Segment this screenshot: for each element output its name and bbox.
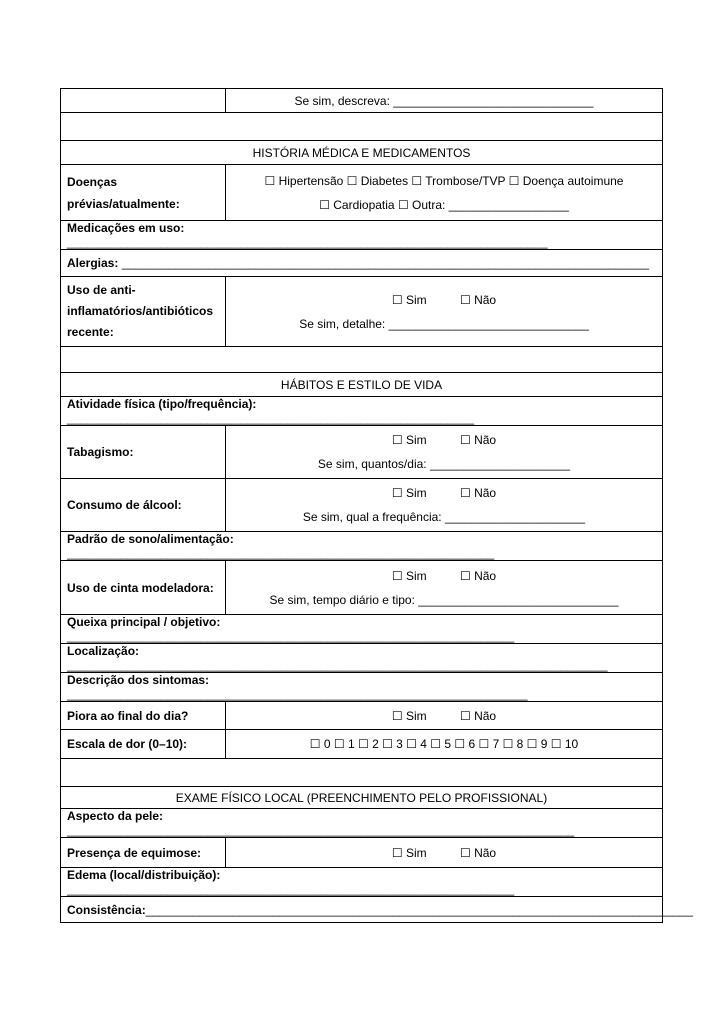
spacer-row — [61, 759, 663, 787]
pain-label: Escala de dor (0–10): — [61, 730, 226, 759]
location-line[interactable]: _________________________________________________________________________________ — [67, 658, 608, 672]
allergies-field[interactable] — [61, 250, 663, 277]
activity-field[interactable] — [61, 397, 663, 426]
medications-field[interactable] — [61, 221, 663, 250]
allergies-label: Alergias: — [67, 256, 119, 270]
antiinflam-label: Uso de anti-inflamatórios/antibióticos recente: — [61, 277, 226, 347]
alcohol-detail[interactable]: Se sim, qual a frequência: _____________________ — [302, 510, 586, 524]
antiinflam-options[interactable]: ☐ Sim ☐ Não — [391, 292, 497, 307]
location-label: Localização: — [67, 644, 140, 658]
sleep-line[interactable]: ________________________________________________________________ — [67, 546, 495, 560]
medications-line[interactable]: ________________________________________________________________________ — [67, 235, 548, 249]
edema-label: Edema (local/distribuição): — [67, 868, 221, 882]
spacer-row — [61, 347, 663, 373]
location-field[interactable] — [61, 644, 663, 673]
clinical-form — [60, 88, 693, 923]
diseases-line1[interactable]: ☐ Hipertensão ☐ Diabetes ☐ Trombose/TVP ☐ Doença autoimune — [264, 173, 624, 188]
complaint-line[interactable]: ___________________________________________________________________ — [67, 629, 515, 643]
smoking-label: Tabagismo: — [61, 426, 226, 479]
girdle-label: Uso de cinta modeladora: — [61, 561, 226, 615]
edema-field[interactable] — [61, 868, 663, 897]
complaint-label: Queixa principal / objetivo: — [67, 615, 221, 629]
allergies-line[interactable]: _______________________________________________________________________________ — [118, 256, 649, 270]
medications-label: Medicações em uso: — [67, 221, 185, 235]
diseases-label: Doenças prévias/atualmente: — [61, 165, 226, 221]
consistency-line[interactable]: __________________________________________________________________________________ — [145, 902, 693, 917]
diseases-line2[interactable]: ☐ Cardiopatia ☐ Outra: __________________ — [319, 197, 569, 212]
edema-line[interactable]: ___________________________________________________________________ — [67, 882, 515, 896]
sleep-label: Padrão de sono/alimentação: — [67, 532, 234, 546]
sleep-field[interactable] — [61, 532, 663, 561]
spacer-row — [61, 113, 663, 141]
worse-label: Piora ao final do dia? — [61, 702, 226, 730]
empty-cell — [61, 89, 226, 113]
pain-options[interactable]: ☐ 0 ☐ 1 ☐ 2 ☐ 3 ☐ 4 ☐ 5 ☐ 6 ☐ 7 ☐ 8 ☐ 9 ☐ 10 — [226, 730, 663, 759]
diseases-options[interactable] — [226, 165, 663, 221]
girdle-detail[interactable]: Se sim, tempo diário e tipo: ______________________________ — [269, 592, 619, 607]
smoking-detail[interactable]: Se sim, quantos/dia: _____________________ — [317, 457, 571, 471]
complaint-field[interactable] — [61, 615, 663, 644]
activity-line[interactable]: _____________________________________________________________ — [67, 411, 475, 425]
activity-label: Atividade física (tipo/frequência): — [67, 397, 257, 411]
worse-options[interactable]: ☐ Sim ☐ Não — [226, 702, 663, 730]
alcohol-options[interactable]: ☐ Sim ☐ Não — [391, 486, 497, 500]
bruise-label: Presença de equimose: — [61, 838, 226, 868]
bruise-options[interactable]: ☐ Sim ☐ Não — [226, 838, 663, 868]
smoking-options[interactable]: ☐ Sim ☐ Não — [391, 433, 497, 447]
girdle-options[interactable]: ☐ Sim ☐ Não — [391, 568, 497, 583]
section-history-title: HISTÓRIA MÉDICA E MEDICAMENTOS — [61, 141, 663, 165]
section-exam-title: EXAME FÍSICO LOCAL (PREENCHIMENTO PELO PROFISSIONAL) — [61, 787, 663, 809]
skin-label: Aspecto da pele: — [67, 809, 164, 823]
smoking-options-cell[interactable] — [226, 426, 663, 479]
girdle-options-cell[interactable] — [226, 561, 663, 615]
symptoms-line[interactable]: _____________________________________________________________________ — [67, 687, 528, 701]
antiinflam-detail[interactable]: Se sim, detalhe: ______________________________ — [299, 316, 589, 331]
symptoms-label: Descrição dos sintomas: — [67, 673, 210, 687]
consistency-label: Consistência: — [67, 902, 146, 917]
section-habits-title: HÁBITOS E ESTILO DE VIDA — [61, 373, 663, 397]
alcohol-options-cell[interactable] — [226, 479, 663, 532]
consistency-field[interactable] — [61, 897, 693, 923]
skin-field[interactable] — [61, 809, 663, 838]
alcohol-label: Consumo de álcool: — [61, 479, 226, 532]
describe-field[interactable]: Se sim, descreva: ______________________________ — [226, 89, 663, 113]
skin-line[interactable]: ____________________________________________________________________________ — [67, 823, 575, 837]
symptoms-field[interactable] — [61, 673, 663, 702]
antiinflam-options-cell[interactable] — [226, 277, 663, 347]
